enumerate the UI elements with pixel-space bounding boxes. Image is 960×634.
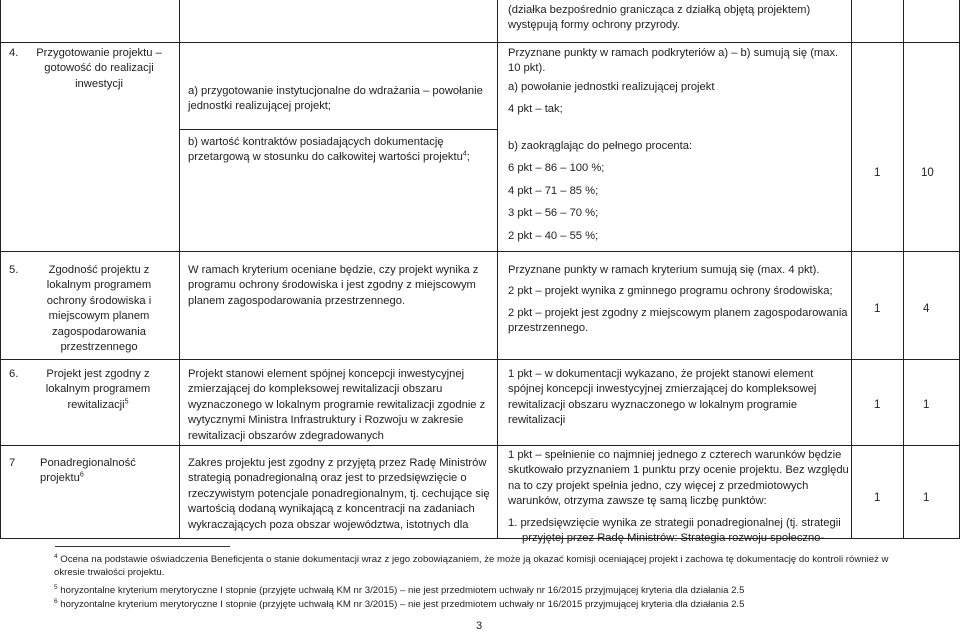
row-divider-5 xyxy=(0,251,960,252)
row-4-max: 10 xyxy=(921,167,934,179)
row-6-points: 1 pkt – w dokumentacji wykazano, że projekt stanowi element spójnej koncepcji inwestycyjnej zmierzającej do kompleksowej rewitalizacji obszaru wyznaczonego w lokalnym programie rewitalizacji xyxy=(508,368,817,427)
footnote-ref-5: 5 xyxy=(124,398,129,406)
row-6-number: 6. xyxy=(9,368,19,380)
col-divider-1 xyxy=(0,0,1,538)
row-4-weight: 1 xyxy=(874,167,881,179)
row-4-number: 4. xyxy=(9,47,19,59)
row-5-number: 5. xyxy=(9,264,19,276)
row-4-points-b-3: 3 pkt – 56 – 70 %; xyxy=(508,207,599,220)
row-4-points-a-title: a) powołanie jednostki realizującej projekt xyxy=(508,80,715,93)
row-5-max: 4 xyxy=(923,303,930,315)
row-4-desc-a: a) przygotowanie instytucjonalne do wdrażania – powołanie jednostki realizującej projekt; xyxy=(188,85,483,113)
row-6-max: 1 xyxy=(923,399,930,411)
row-divider-6 xyxy=(0,359,960,360)
row-4-points-b-4: 2 pkt – 40 – 55 %; xyxy=(508,229,599,242)
row-6-weight: 1 xyxy=(874,399,881,411)
col-divider-2 xyxy=(179,0,180,538)
continuation-text: (działka bezpośrednio granicząca z działką objętą projektem) występują formy ochrony przyrody. xyxy=(508,4,811,32)
row-4-points xyxy=(508,46,846,244)
row-7-max: 1 xyxy=(923,492,930,504)
row-divider-4 xyxy=(0,42,960,43)
subrow-divider-4b xyxy=(179,129,497,130)
col-divider-3 xyxy=(497,0,498,538)
row-5-name: Zgodność projektu z lokalnym programem ochrony środowiska i miejscowym planem zagospodarowania przestrzennego xyxy=(46,264,152,354)
page-number: 3 xyxy=(476,620,483,632)
row-4-desc-b: b) wartość kontraktów posiadających dokumentację przetargową w stosunku do całkowitej wartości projektu$^4$; xyxy=(188,136,470,164)
row-6-name: Projekt jest zgodny z lokalnym programem rewitalizacji$^5$ xyxy=(45,368,151,411)
row-4-points-b-1: 6 pkt – 86 – 100 %; xyxy=(508,162,605,175)
row-7-number: 7 xyxy=(9,457,16,469)
row-4-name: Przygotowanie projektu – gotowość do realizacji inwestycji xyxy=(36,47,162,90)
row-4-points-intro: Przyznane punkty w ramach podkryteriów a) – b) sumują się (max. 10 pkt). xyxy=(508,47,839,75)
footnote-5: $^5$ horyzontalne kryterium merytoryczne I stopnie (przyjęte uchwałą KM nr 3/2015) – nie jest przedmiotem uchwały nr 16/2015 przyjmującej kryteria dla działania 2.5 xyxy=(54,583,745,596)
row-5-points-2: 2 pkt – projekt wynika z gminnego programu ochrony środowiska; xyxy=(508,285,833,298)
col-divider-4 xyxy=(851,0,852,538)
footnote-separator xyxy=(55,546,230,547)
footnote-ref-6: 6 xyxy=(79,471,84,479)
row-6-desc: Projekt stanowi element spójnej koncepcji inwestycyjnej zmierzającej do kompleksowej rewitalizacji obszaru wyznaczonego w lokalnym programie rewitalizacji zgodnie z wytycznymi Ministra Infrastruktury i Rozwoju w zakresie rewitalizacji obszarów zdegradowanych xyxy=(188,368,486,442)
row-4-points-b-2: 4 pkt – 71 – 85 %; xyxy=(508,184,599,197)
row-7-name: Ponadregionalność projektu$^6$ xyxy=(40,457,136,485)
row-7-points-1: 1 pkt – spełnienie co najmniej jednego z czterech warunków będzie skutkowało przyznaniem 1 punktu przy ocenie projektu. Bez względu na to czy projekt spełnia jedno, czy więcej z przedmiotowych warunków, otrzyma zawsze tę samą liczbę punktów: xyxy=(508,449,849,508)
row-5-points xyxy=(508,263,848,337)
row-5-weight: 1 xyxy=(874,303,881,315)
row-7-desc: Zakres projektu jest zgodny z przyjętą przez Radę Ministrów strategią ponadregionalną oraz jest to przedsięwzięcie o rzeczywistym potencjale ponadregionalnym, tj. cechujące się wartością dodaną wynikającą z koncentracji na zadaniach wykraczających poza obszar województwa, istotnych dla xyxy=(188,457,490,531)
row-5-points-1: Przyznane punkty w ramach kryterium sumują się (max. 4 pkt). xyxy=(508,264,820,276)
row-5-points-3: 2 pkt – projekt jest zgodny z miejscowym planem zagospodarowania przestrzennego. xyxy=(508,306,848,335)
footnote-ref-4: 4 xyxy=(462,150,467,158)
row-7-weight: 1 xyxy=(874,492,881,504)
row-7-points-2: 1. przedsięwzięcie wynika ze strategii ponadregionalnej (tj. strategii przyjętej przez Radę Ministrów: Strategia rozwoju społeczno- xyxy=(508,516,841,545)
row-7-points xyxy=(508,448,850,547)
row-5-desc: W ramach kryterium oceniane będzie, czy projekt wynika z programu ochrony środowiska i jest zgodny z miejscowym planem zagospodarowania przestrzennego. xyxy=(188,264,479,307)
row-divider-7 xyxy=(0,445,960,446)
footnote-6: $^6$ horyzontalne kryterium merytoryczne I stopnie (przyjęte uchwałą KM nr 3/2015) – nie jest przedmiotem uchwały nr 16/2015 przyjmującej kryteria dla działania 2.5 xyxy=(54,597,745,610)
col-divider-5 xyxy=(903,0,904,538)
row-4-points-b-title: b) zaokrąglając do pełnego procenta: xyxy=(508,139,693,152)
footnote-4: $^4$ Ocena na podstawie oświadczenia Beneficjenta o stanie dokumentacji wraz z jego zobowiązaniem, że może ją okazać komisji oceniającej projekt i zachowa tę dokumentację do kontroli również w okresie trwałości projektu. xyxy=(54,552,889,578)
row-4-points-a-1: 4 pkt – tak; xyxy=(508,103,563,116)
